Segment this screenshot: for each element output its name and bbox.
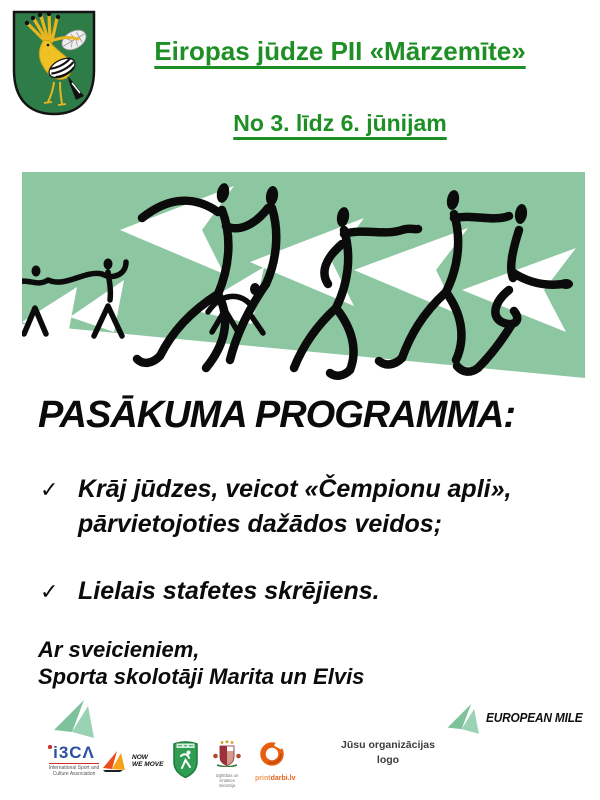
- isca-wordmark: i3CΛ: [34, 744, 114, 762]
- european-mile-arrow-icon: [446, 700, 482, 738]
- printdarbi-ring-icon: [258, 740, 286, 768]
- latvia-coat-of-arms-icon: [212, 740, 242, 767]
- ministry-logo: [209, 740, 245, 788]
- ministry-caption: Izglītības un zinātnes ministrija: [215, 773, 239, 788]
- program-heading: PASĀKUMA PROGRAMMA:: [38, 394, 516, 436]
- program-bullet-list: [40, 472, 570, 609]
- now-we-move-logo: [103, 750, 163, 772]
- signature-block: [38, 636, 558, 690]
- org-logo-placeholder: Jūsu organizācijas logo: [341, 739, 435, 766]
- bullet-text: Krāj jūdzes, veicot «Čempionu apli», pārvietojoties dažādos veidos;: [78, 475, 512, 538]
- signature-line-2: Sporta skolotāji Marita un Elvis: [38, 664, 365, 689]
- municipality-coat-of-arms-icon: [10, 8, 98, 118]
- european-mile-label: EUROPEAN MILE: [486, 711, 583, 725]
- checkmark-icon: ✓: [40, 579, 59, 604]
- runners-illustration: [22, 172, 585, 380]
- now-we-move-text: NOW WE MOVE: [132, 754, 164, 768]
- signature-line-1: Ar sveicieniem,: [38, 637, 200, 662]
- sports-federation-shield-logo: [172, 739, 199, 779]
- isca-logo: [34, 744, 114, 780]
- program-bullet-item: [40, 574, 570, 609]
- isca-dot-icon: [48, 745, 52, 749]
- poster-date-subtitle: No 3. līdz 6. jūnijam: [233, 110, 447, 136]
- mile-arrow-icon: [52, 698, 98, 740]
- bullet-text: Lielais stafetes skrējiens.: [78, 577, 380, 605]
- poster-title: Eiropas jūdze PII «Mārzemīte»: [154, 36, 526, 66]
- printdarbi-label: printdarbi.lv: [255, 775, 296, 782]
- now-we-move-arrow-icon: [103, 750, 129, 772]
- program-bullet-item: [40, 472, 570, 542]
- checkmark-icon: ✓: [40, 477, 59, 502]
- isca-subtext: International Sport and Culture Association: [48, 765, 100, 777]
- printdarbi-logo: [255, 740, 296, 783]
